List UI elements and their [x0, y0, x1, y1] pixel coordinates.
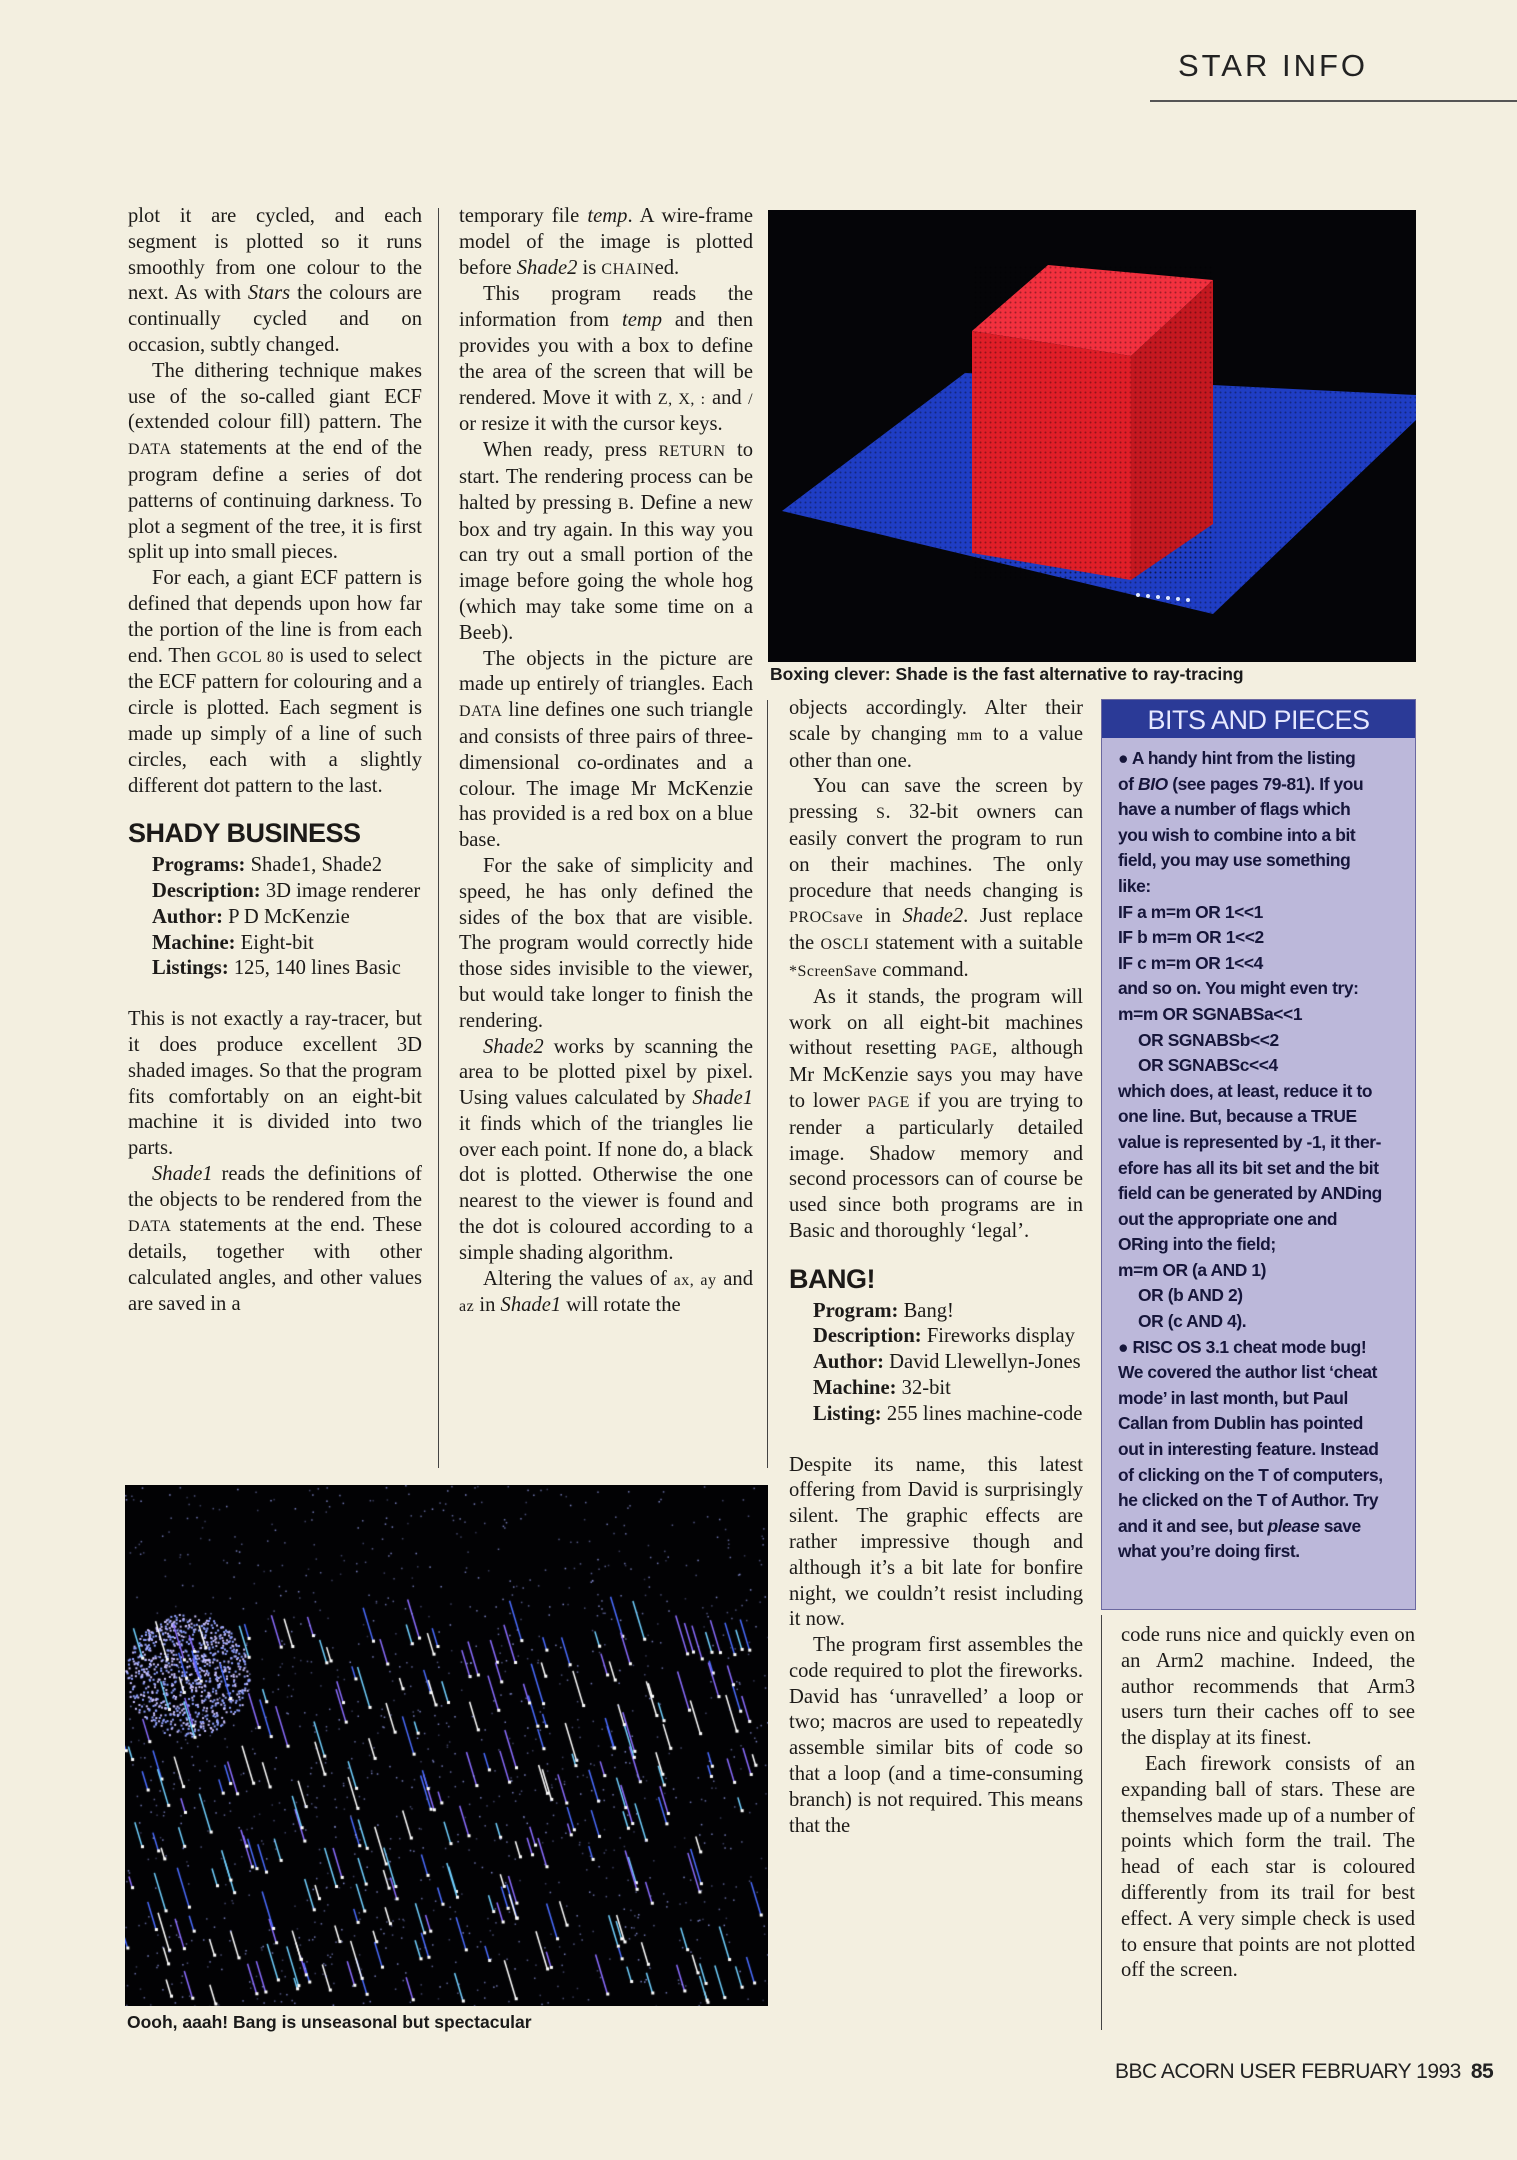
- spec-label: Listings:: [152, 957, 229, 980]
- text-run: IF b m=m OR 1<<2: [1118, 927, 1264, 948]
- bits-line: [1118, 1232, 1407, 1258]
- bits-line: [1118, 1386, 1407, 1412]
- text-run: CHAIN: [601, 260, 655, 278]
- paragraph: [128, 204, 422, 359]
- paragraph: [789, 985, 1083, 1245]
- text-run: like:: [1118, 875, 1151, 896]
- paragraph: [1121, 1752, 1415, 1984]
- col1b-paragraphs: [128, 1007, 422, 1318]
- spec-label: Machine:: [813, 1376, 897, 1399]
- text-run: PAGE: [867, 1093, 910, 1111]
- bits-line: [1118, 1156, 1407, 1182]
- paragraph: [459, 282, 753, 438]
- paragraph: [459, 647, 753, 854]
- text-run: statements at the end of the program define a series of dot patterns of continuing darkness. To plot a segment of the tree, it is first split up into small pieces.: [128, 437, 422, 564]
- paragraph: [459, 854, 753, 1035]
- text-run: Altering the values of: [483, 1267, 674, 1290]
- shady-heading: SHADY BUSINESS: [128, 818, 361, 849]
- bits-line: [1118, 951, 1407, 977]
- bits-line: [1118, 1514, 1407, 1540]
- text-run: of clicking on the T of computers,: [1118, 1464, 1383, 1485]
- text-run: You can save the screen by pressing: [789, 775, 1083, 824]
- spec-line: [128, 931, 422, 957]
- text-run: will rotate the: [561, 1294, 681, 1317]
- text-run: temp: [587, 205, 628, 227]
- text-run: OSCLI: [820, 936, 870, 954]
- text-run: az: [459, 1298, 475, 1316]
- text-run: value is represented by -1, it ther-: [1118, 1131, 1381, 1152]
- text-run: efore has all its bit set and the bit: [1118, 1157, 1379, 1178]
- text-run: . Define a new box and try again. In this way you can try out a small portion of the image before going the whole hog (which may take some time on a Beeb).: [459, 491, 753, 644]
- text-run: (see pages 79-81). If you: [1167, 773, 1364, 794]
- text-run: one line. But, because a TRUE: [1118, 1106, 1357, 1127]
- text-run: OR (b AND 2): [1138, 1285, 1243, 1306]
- text-run: out the appropriate one and: [1118, 1208, 1338, 1229]
- text-run: For each, a giant ECF pattern is defined that depends upon how far the portion of the line is from each end. Then: [128, 567, 422, 667]
- text-run: m=m OR (a AND 1): [1118, 1259, 1267, 1280]
- text-run: code runs nice and quickly even on an Arm2 machine. Indeed, the author recommends that Arm3 users turn their caches off to see the display at its finest.: [1121, 1624, 1415, 1750]
- text-run: . A wire-frame model of the image is plotted before: [459, 205, 753, 279]
- text-run: The dithering technique makes use of the so-called giant ECF (extended colour fill) pattern. The: [128, 359, 422, 434]
- text-run: the colours are continually cycled and on occasion, subtly changed.: [128, 282, 422, 356]
- text-run: to a value other than one.: [789, 722, 1083, 772]
- bits-line: [1118, 1437, 1407, 1463]
- bits-line: [1118, 1309, 1407, 1335]
- text-run: in: [474, 1294, 501, 1317]
- spec-line: [128, 853, 422, 879]
- bits-line: [1118, 1283, 1407, 1309]
- bits-line: [1118, 1360, 1407, 1386]
- bits-line: [1118, 772, 1407, 798]
- fireworks-image: [125, 1485, 768, 2006]
- text-run: temp: [622, 309, 663, 332]
- text-run: OR SGNABSb<<2: [1138, 1029, 1279, 1050]
- shady-specs: [128, 853, 422, 982]
- bits-line: [1118, 1053, 1407, 1079]
- text-run: which does, at least, reduce it to: [1118, 1080, 1373, 1101]
- text-run: it finds which of the triangles lie over each point. If none do, a black dot is plotted. Otherwise the one nearest to the viewer is found and the dot is coloured according to a simple shading algorithm.: [459, 1112, 753, 1264]
- text-run: Shade1: [152, 1162, 213, 1185]
- text-run: PAGE: [949, 1041, 993, 1059]
- text-run: you wish to combine into a bit: [1118, 824, 1356, 845]
- column-3: [789, 696, 1083, 1839]
- text-run: what you’re doing first.: [1118, 1541, 1300, 1562]
- spec-value: David Llewellyn-Jones: [889, 1351, 1081, 1374]
- text-run: *ScreenSave: [789, 962, 878, 980]
- text-run: S: [876, 805, 886, 823]
- paragraph: [128, 1162, 422, 1318]
- spec-label: Machine:: [152, 931, 236, 954]
- text-run: field, you may use something: [1118, 850, 1351, 871]
- text-run: is used to select the ECF pattern for colouring and a circle is plotted. Each segment is made up simply of a line of such circles, each with a slightly different dot pattern to the last.: [128, 644, 422, 797]
- paragraph: [789, 774, 1083, 984]
- shade-caption: Boxing clever: Shade is the fast alternative to ray-tracing: [770, 664, 1244, 684]
- text-run: The program first assembles the code required to plot the fireworks. David has ‘unravelled’ a loop or two; macros are used to repeatedly assemble similar bits of code so that a loop (and a time-consuming branch) is not required. This means that the: [789, 1634, 1083, 1837]
- text-run: . 32-bit owners can easily convert the program to run on their machines. The only procedure that needs changing is: [789, 801, 1083, 902]
- text-run: line defines one such triangle and consists of three pairs of three-dimensional co-ordinates and a colour. The image Mr McKenzie has provided is a red box on a blue base.: [459, 699, 753, 852]
- paragraph: [128, 566, 422, 799]
- paragraph: [789, 696, 1083, 774]
- text-run: plot it are cycled, and each segment is plotted so it runs smoothly from one colour to the next. As with: [128, 205, 422, 305]
- text-run: Despite its name, this latest offering from David is surprisingly silent. The graphic effects are rather impressive though and although it’s a bit late for bonfire night, we couldn’t resist including it now.: [789, 1453, 1083, 1631]
- bits-line: [1118, 823, 1407, 849]
- spec-value: P D McKenzie: [228, 905, 350, 928]
- text-run: in: [863, 905, 903, 928]
- text-run: of: [1118, 773, 1139, 794]
- bang-heading: BANG!: [789, 1263, 875, 1294]
- spec-label: Author:: [813, 1351, 884, 1374]
- spec-line: [789, 1299, 1083, 1325]
- bits-line: [1118, 1411, 1407, 1437]
- text-run: and: [705, 386, 749, 409]
- bits-line: [1118, 1130, 1407, 1156]
- text-run: For the sake of simplicity and speed, he has only defined the sides of the box that are visible. The program would correctly hide those sides invisible to the viewer, but would take longer to finish the rendering.: [459, 854, 753, 1032]
- text-run: Shade2: [902, 905, 964, 928]
- spec-line: [789, 1324, 1083, 1350]
- spec-line: [128, 956, 422, 982]
- paragraph: [1121, 1623, 1415, 1752]
- text-run: Shade1: [500, 1294, 562, 1317]
- text-run: OR SGNABSc<<4: [1138, 1055, 1278, 1076]
- shade-render-image: [768, 210, 1416, 662]
- column-divider: [1101, 1615, 1102, 2030]
- bits-line: [1118, 900, 1407, 926]
- col3-paragraphs: [789, 696, 1083, 1245]
- section-header: STAR INFO: [1178, 48, 1369, 83]
- spec-value: 32-bit: [901, 1376, 951, 1399]
- text-run: out in interesting feature. Instead: [1118, 1439, 1379, 1460]
- text-run: have a number of flags which: [1118, 799, 1351, 820]
- text-run: or resize it with the cursor keys.: [459, 413, 723, 436]
- text-run: and: [716, 1267, 753, 1290]
- spec-value: 3D image renderer: [265, 879, 421, 902]
- bits-line: [1118, 1207, 1407, 1233]
- bits-line: [1118, 746, 1407, 772]
- text-run: Stars: [247, 282, 291, 305]
- text-run: GCOL 80: [216, 648, 284, 666]
- bits-line: [1118, 1463, 1407, 1489]
- spec-line: [789, 1350, 1083, 1376]
- bits-and-pieces-box: [1101, 699, 1416, 1610]
- text-run: B: [617, 495, 630, 513]
- text-run: and so on. You might even try:: [1118, 978, 1359, 999]
- spec-label: Program:: [813, 1299, 899, 1322]
- text-run: When ready, press: [483, 439, 659, 462]
- text-run: if you are trying to render a particularly detailed image. Shadow memory and second processors can of course be used since both programs are in Basic and thoroughly ‘legal’.: [789, 1089, 1083, 1242]
- text-run: and then provides you with a box to define the area of the screen that will be rendered. Move it with: [459, 309, 753, 409]
- spec-label: Listing:: [813, 1402, 882, 1425]
- column-divider: [438, 208, 439, 1468]
- spec-line: [128, 879, 422, 905]
- spec-value: Bang!: [903, 1299, 954, 1322]
- paragraph: [459, 1035, 753, 1267]
- text-run: IF a m=m OR 1<<1: [1118, 901, 1263, 922]
- text-run: statements at the end. These details, together with other calculated angles, and other values are saved in a: [128, 1214, 422, 1315]
- text-run: DATA: [128, 1218, 172, 1236]
- text-run: reads the definitions of the objects to be rendered from the: [128, 1162, 422, 1211]
- text-run: DATA: [459, 703, 503, 721]
- bits-line: [1118, 1181, 1407, 1207]
- text-run: statement with a suitable: [869, 932, 1083, 955]
- bits-line: [1118, 1335, 1407, 1361]
- text-run: This is not exactly a ray-tracer, but it does produce excellent 3D shaded images. So that the program fits comfortably on an eight-bit machine it is divided into two parts.: [128, 1008, 422, 1160]
- bits-title: BITS AND PIECES: [1102, 700, 1415, 738]
- text-run: to start. The rendering process can be halted by pressing: [459, 439, 754, 514]
- column-divider: [767, 700, 768, 1468]
- paragraph: [128, 1007, 422, 1162]
- bits-line: [1118, 1028, 1407, 1054]
- text-run: Callan from Dublin has pointed: [1118, 1413, 1364, 1434]
- bits-line: [1118, 1079, 1407, 1105]
- paragraph: [459, 204, 753, 282]
- spec-value: Eight-bit: [240, 931, 314, 954]
- col4-paragraphs: [1121, 1623, 1415, 1984]
- spec-label: Programs:: [152, 854, 246, 877]
- spec-label: Author:: [152, 905, 223, 928]
- spec-value: Fireworks display: [926, 1325, 1075, 1348]
- spec-line: [789, 1376, 1083, 1402]
- magazine-issue: BBC ACORN USER FEBRUARY 1993: [1115, 2060, 1461, 2083]
- paragraph: [459, 1267, 753, 1321]
- text-run: Shade2: [483, 1035, 544, 1058]
- text-run: As it stands, the program will work on all eight-bit machines without resetting: [789, 985, 1083, 1060]
- spec-line: [128, 905, 422, 931]
- paragraph: [128, 359, 422, 566]
- text-run: BIO: [1138, 773, 1168, 794]
- column-2: [459, 204, 753, 1320]
- text-run: ORing into the field;: [1118, 1234, 1276, 1255]
- text-run: Shade2: [516, 256, 578, 279]
- text-run: RETURN: [658, 443, 726, 461]
- bits-line: [1118, 976, 1407, 1002]
- text-run: objects accordingly. Alter their scale by changing: [789, 697, 1083, 745]
- text-run: temporary file: [459, 205, 588, 227]
- text-run: save: [1319, 1515, 1361, 1536]
- bits-line: [1118, 1002, 1407, 1028]
- column-4: [1121, 1623, 1415, 1984]
- bits-line: [1118, 797, 1407, 823]
- spec-line: [789, 1402, 1083, 1428]
- column-1: [128, 204, 422, 1318]
- text-run: PROCsave: [789, 909, 864, 927]
- bang-specs: [789, 1299, 1083, 1428]
- text-run: Shade1: [692, 1087, 753, 1110]
- paragraph: [789, 1453, 1083, 1634]
- text-run: DATA: [128, 441, 172, 459]
- text-run: please: [1267, 1515, 1320, 1536]
- text-run: he clicked on the T of Author. Try: [1118, 1490, 1379, 1511]
- spec-value: 255 lines machine-code: [886, 1402, 1083, 1425]
- bits-line: [1118, 848, 1407, 874]
- text-run: command.: [877, 958, 969, 981]
- spec-value: 125, 140 lines Basic: [233, 957, 401, 980]
- text-run: IF c m=m OR 1<<4: [1118, 952, 1263, 973]
- text-run: m=m OR SGNABSa<<1: [1118, 1003, 1303, 1024]
- bits-line: [1118, 1258, 1407, 1284]
- text-run: . Just replace the: [789, 905, 1083, 955]
- bits-line: [1118, 1104, 1407, 1130]
- text-run: mode’ in last month, but Paul: [1118, 1387, 1348, 1408]
- bits-body: [1102, 738, 1415, 1565]
- spec-label: Description:: [152, 879, 261, 902]
- text-run: Z, X, :: [657, 390, 706, 408]
- text-run: /: [748, 390, 754, 408]
- col2-paragraphs: [459, 204, 753, 1320]
- bits-line: [1118, 1488, 1407, 1514]
- text-run: mm: [956, 726, 983, 744]
- paragraph: [459, 438, 753, 646]
- paragraph: [789, 1633, 1083, 1839]
- text-run: is: [577, 256, 602, 279]
- text-run: This program reads the information from: [459, 283, 753, 332]
- text-run: We covered the author list ‘cheat: [1118, 1362, 1378, 1383]
- text-run: ● A handy hint from the listing: [1118, 748, 1356, 768]
- text-run: ed.: [654, 256, 680, 279]
- spec-value: Shade1, Shade2: [250, 854, 383, 877]
- page-number: 85: [1470, 2060, 1494, 2083]
- text-run: ● RISC OS 3.1 cheat mode bug!: [1118, 1336, 1367, 1357]
- text-run: field can be generated by ANDing: [1118, 1183, 1382, 1204]
- bang-caption: Oooh, aaah! Bang is unseasonal but spectacular: [127, 2012, 532, 2032]
- col3b-paragraphs: [789, 1453, 1083, 1840]
- header-rule: [1150, 100, 1517, 102]
- bits-line: [1118, 874, 1407, 900]
- text-run: and it and see, but: [1118, 1515, 1268, 1536]
- text-run: Each firework consists of an expanding ball of stars. These are themselves made up of a number of points which form the trail. The head of each star is coloured differently from its trail for best effect. A very simple check is used to ensure that points are not plotted off the screen.: [1121, 1752, 1415, 1982]
- text-run: The objects in the picture are made up entirely of triangles. Each: [459, 647, 753, 696]
- text-run: ax, ay: [673, 1271, 717, 1289]
- page-footer: [1115, 2060, 1493, 2084]
- text-run: , although Mr McKenzie says you may have to lower: [789, 1037, 1083, 1112]
- col1-paragraphs: [128, 204, 422, 799]
- bits-line: [1118, 925, 1407, 951]
- text-run: works by scanning the area to be plotted pixel by pixel. Using values calculated by: [459, 1035, 753, 1110]
- text-run: OR (c AND 4).: [1138, 1311, 1247, 1332]
- bits-line: [1118, 1539, 1407, 1565]
- spec-label: Description:: [813, 1325, 922, 1348]
